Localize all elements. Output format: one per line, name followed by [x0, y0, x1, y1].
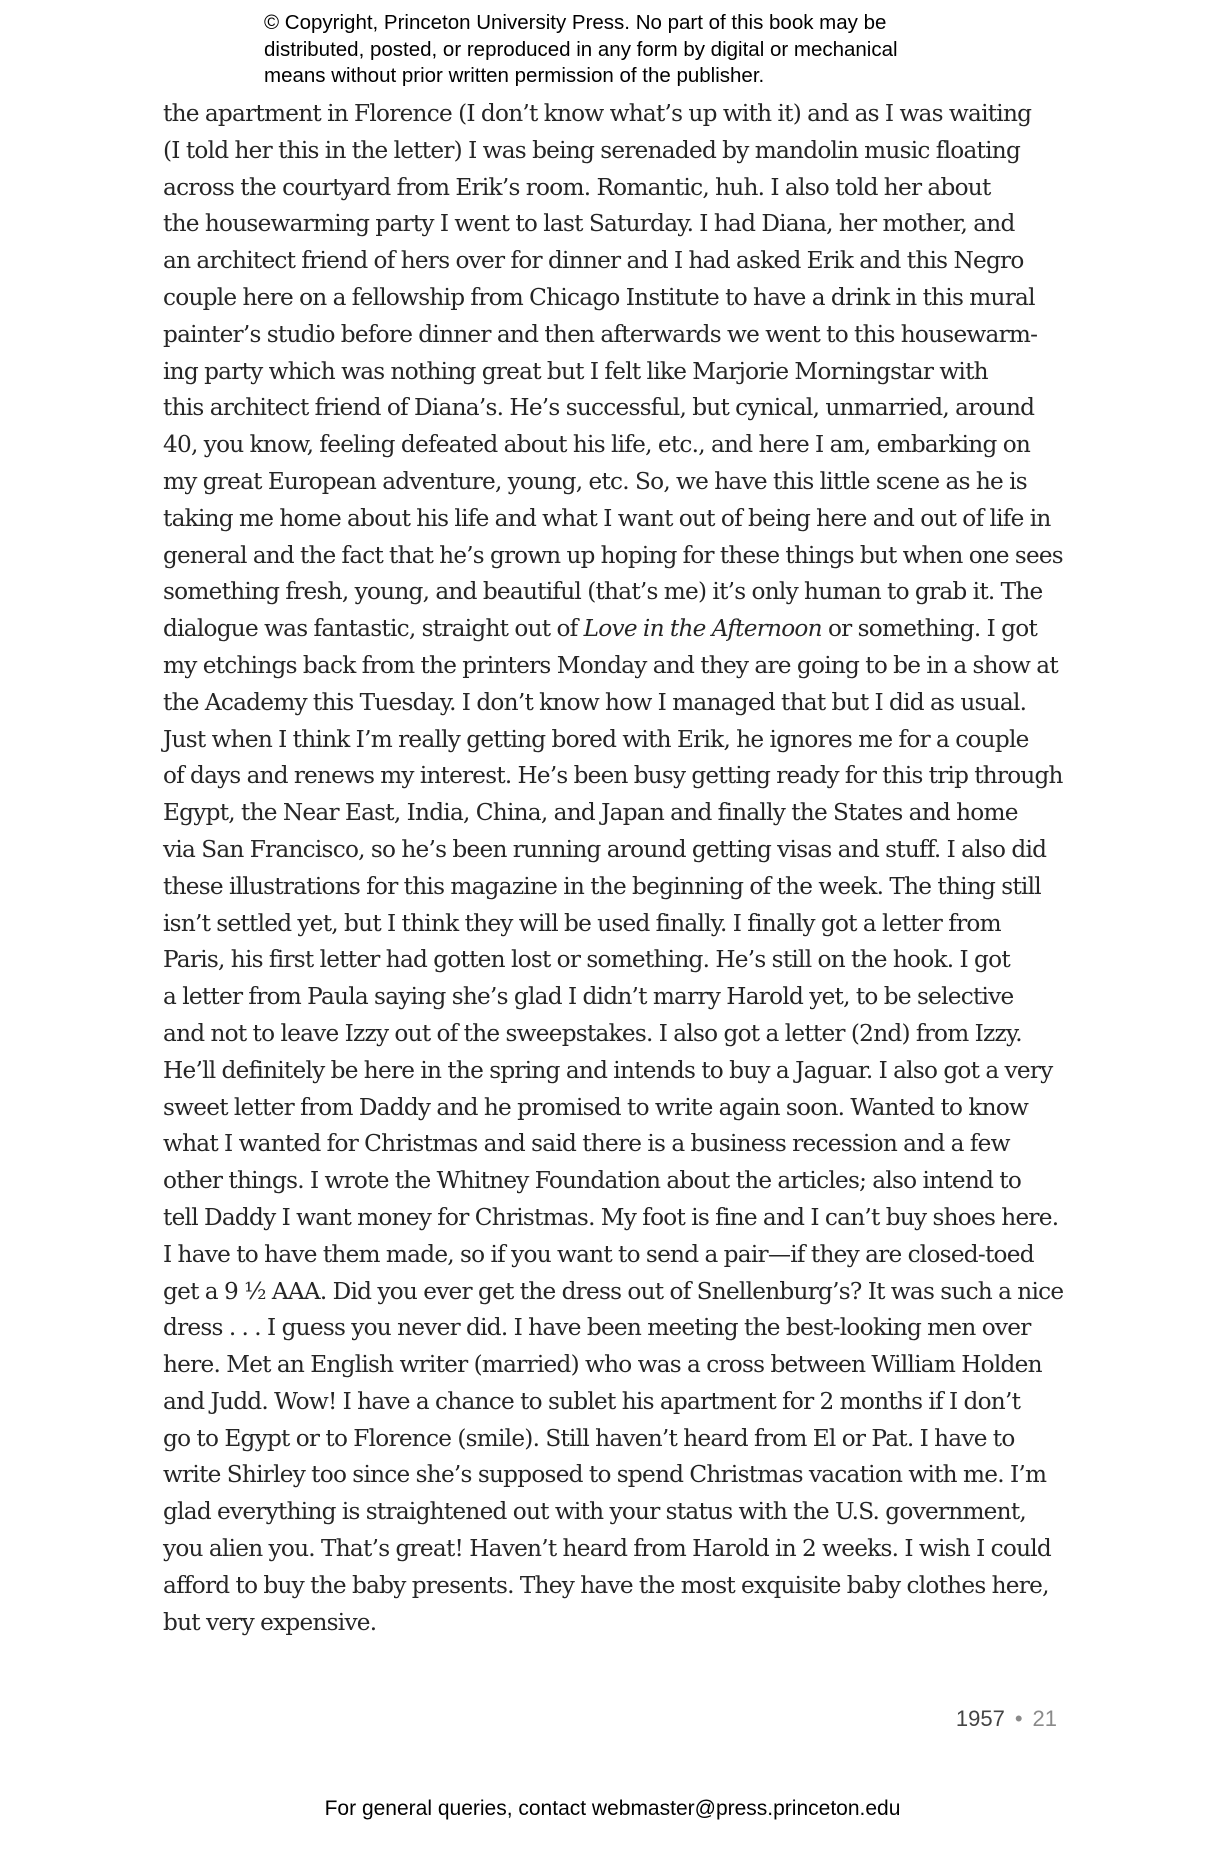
text-line: He’ll definitely be here in the spring and intends to buy a Jaguar. I also got a very: [163, 1056, 1053, 1084]
text-line: but very expensive.: [163, 1608, 377, 1636]
film-title: Love in the Afternoon: [583, 615, 822, 643]
text-line: an architect friend of hers over for dinner and I had asked Erik and this Negro: [163, 247, 1024, 275]
text-line: my etchings back from the printers Monday and they are going to be in a show at: [163, 651, 1058, 679]
text-line: Egypt, the Near East, India, China, and Japan and finally the States and home: [163, 799, 1018, 827]
text-line: isn’t settled yet, but I think they will be used finally. I finally got a letter from: [163, 909, 1001, 937]
text-line: this architect friend of Diana’s. He’s successful, but cynical, unmarried, around: [163, 394, 1035, 422]
text-line: my great European adventure, young, etc. So, we have this little scene as he is: [163, 467, 1027, 495]
text-line: afford to buy the baby presents. They have the most exquisite baby clothes here,: [163, 1571, 1049, 1599]
copyright-line: means without prior written permission of the publisher.: [264, 64, 765, 87]
text-line: get a 9 ½ AAA. Did you ever get the dress out of Snellenburg’s? It was such a nice: [163, 1277, 1064, 1305]
text-line: what I wanted for Christmas and said there is a business recession and a few: [163, 1130, 1010, 1158]
page-number: 21: [1032, 1706, 1057, 1731]
footer-contact: For general queries, contact webmaster@press.princeton.edu: [324, 1797, 901, 1820]
text-line: couple here on a fellowship from Chicago Institute to have a drink in this mural: [163, 283, 1035, 311]
text-line: dress . . . I guess you never did. I have been meeting the best-looking men over: [163, 1314, 1031, 1342]
text-line: of days and renews my interest. He’s been busy getting ready for this trip through: [163, 762, 1063, 790]
copyright-line: distributed, posted, or reproduced in any form by digital or mechanical: [264, 37, 898, 61]
text-line: I have to have them made, so if you want to send a pair—if they are closed-toed: [163, 1240, 1034, 1268]
text-line: (I told her this in the letter) I was being serenaded by mandolin music floating: [163, 136, 1021, 164]
text-line: general and the fact that he’s grown up hoping for these things but when one sees: [163, 541, 1063, 569]
text-line: sweet letter from Daddy and he promised to write again soon. Wanted to know: [163, 1093, 1029, 1121]
text-line: write Shirley too since she’s supposed to spend Christmas vacation with me. I’m: [163, 1461, 1047, 1489]
line-start: dialogue was fantastic, straight out of: [163, 615, 584, 643]
text-line: here. Met an English writer (married) who was a cross between William Holden: [163, 1351, 1042, 1379]
text-line: taking me home about his life and what I want out of being here and out of life in: [163, 504, 1051, 532]
text-line: 40, you know, feeling defeated about his life, etc., and here I am, embarking on: [163, 431, 1031, 459]
text-line: ing party which was nothing great but I felt like Marjorie Morningstar with: [163, 357, 988, 385]
text-line: other things. I wrote the Whitney Foundation about the articles; also intend to: [163, 1167, 1022, 1195]
copyright-notice: [264, 10, 984, 90]
text-line: you alien you. That’s great! Haven’t heard from Harold in 2 weeks. I wish I could: [163, 1535, 1052, 1563]
text-line: across the courtyard from Erik’s room. Romantic, huh. I also told her about: [163, 173, 991, 201]
text-line: glad everything is straightened out with your status with the U.S. government,: [163, 1498, 1027, 1526]
text-line: and Judd. Wow! I have a chance to sublet his apartment for 2 months if I don’t: [163, 1387, 1021, 1415]
text-line: go to Egypt or to Florence (smile). Still haven’t heard from El or Pat. I have to: [163, 1424, 1015, 1452]
text-line: Paris, his first letter had gotten lost or something. He’s still on the hook. I got: [163, 946, 1010, 974]
text-line: something fresh, young, and beautiful (that’s me) it’s only human to grab it. The: [163, 578, 1043, 606]
text-line: these illustrations for this magazine in the beginning of the week. The thing still: [163, 872, 1041, 900]
text-line: the Academy this Tuesday. I don’t know how I managed that but I did as usual.: [163, 688, 1027, 716]
text-line: and not to leave Izzy out of the sweepstakes. I also got a letter (2nd) from Izzy.: [163, 1019, 1022, 1047]
text-line: painter’s studio before dinner and then afterwards we went to this housewarm-: [163, 320, 1038, 348]
text-line: a letter from Paula saying she’s glad I didn’t marry Harold yet, to be selective: [163, 983, 1014, 1011]
text-line: via San Francisco, so he’s been running around getting visas and stuff. I also did: [163, 835, 1047, 863]
folio-year: 1957: [955, 1706, 1005, 1731]
copyright-line: © Copyright, Princeton University Press. No part of this book may be: [264, 11, 887, 34]
line-end: or something. I got: [821, 615, 1038, 643]
page-folio: [956, 1706, 1057, 1732]
text-line: the apartment in Florence (I don’t know what’s up with it) and as I was waiting: [163, 100, 1032, 127]
text-line-with-title: [163, 611, 1063, 648]
body-text: [163, 96, 1063, 1641]
folio-separator: •: [1014, 1706, 1023, 1731]
text-line: tell Daddy I want money for Christmas. My foot is fine and I can’t buy shoes here.: [163, 1203, 1059, 1231]
text-line: Just when I think I’m really getting bored with Erik, he ignores me for a couple: [163, 725, 1029, 753]
text-line: the housewarming party I went to last Saturday. I had Diana, her mother, and: [163, 210, 1015, 238]
